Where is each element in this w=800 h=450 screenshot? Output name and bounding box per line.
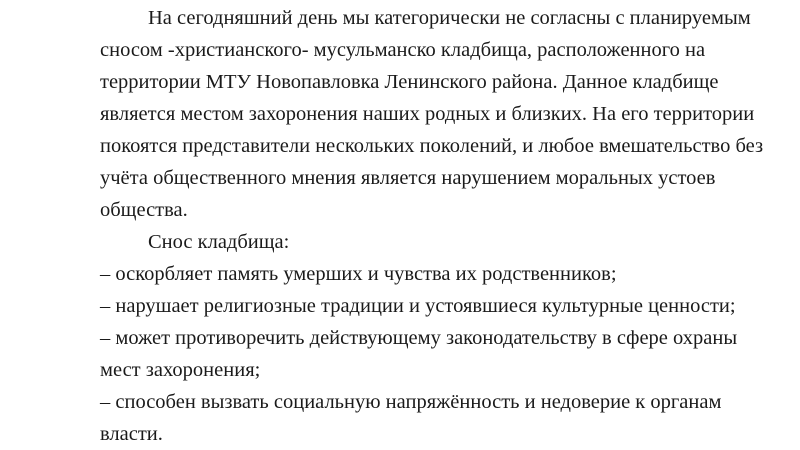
list-item-continuation: мест захоронения;: [100, 359, 261, 381]
paragraph-line: учёта общественного мнения является нарушением моральных устоев: [100, 167, 716, 189]
list-intro: Снос кладбища:: [148, 231, 290, 253]
list-item: – нарушает религиозные традиции и устоявшиеся культурные ценности;: [100, 295, 736, 317]
paragraph-line: общества.: [100, 199, 188, 221]
list-item-continuation: власти.: [100, 423, 163, 445]
document-page: [100, 0, 764, 450]
list-item: – оскорбляет память умерших и чувства их родственников;: [100, 263, 617, 285]
paragraph-line: территории МТУ Новопавловка Ленинского района. Данное кладбище: [100, 71, 719, 93]
paragraph-line: является местом захоронения наших родных и близких. На его территории: [100, 103, 755, 125]
paragraph-line: сносом -христианского- мусульманско кладбища, расположенного на: [100, 39, 706, 61]
list-item: – может противоречить действующему законодательству в сфере охраны: [100, 327, 738, 349]
list-item: – способен вызвать социальную напряжённость и недоверие к органам: [100, 391, 722, 413]
paragraph-line: покоятся представители нескольких поколений, и любое вмешательство без: [100, 135, 764, 157]
paragraph-line: На сегодняшний день мы категорически не согласны с планируемым: [148, 7, 751, 29]
